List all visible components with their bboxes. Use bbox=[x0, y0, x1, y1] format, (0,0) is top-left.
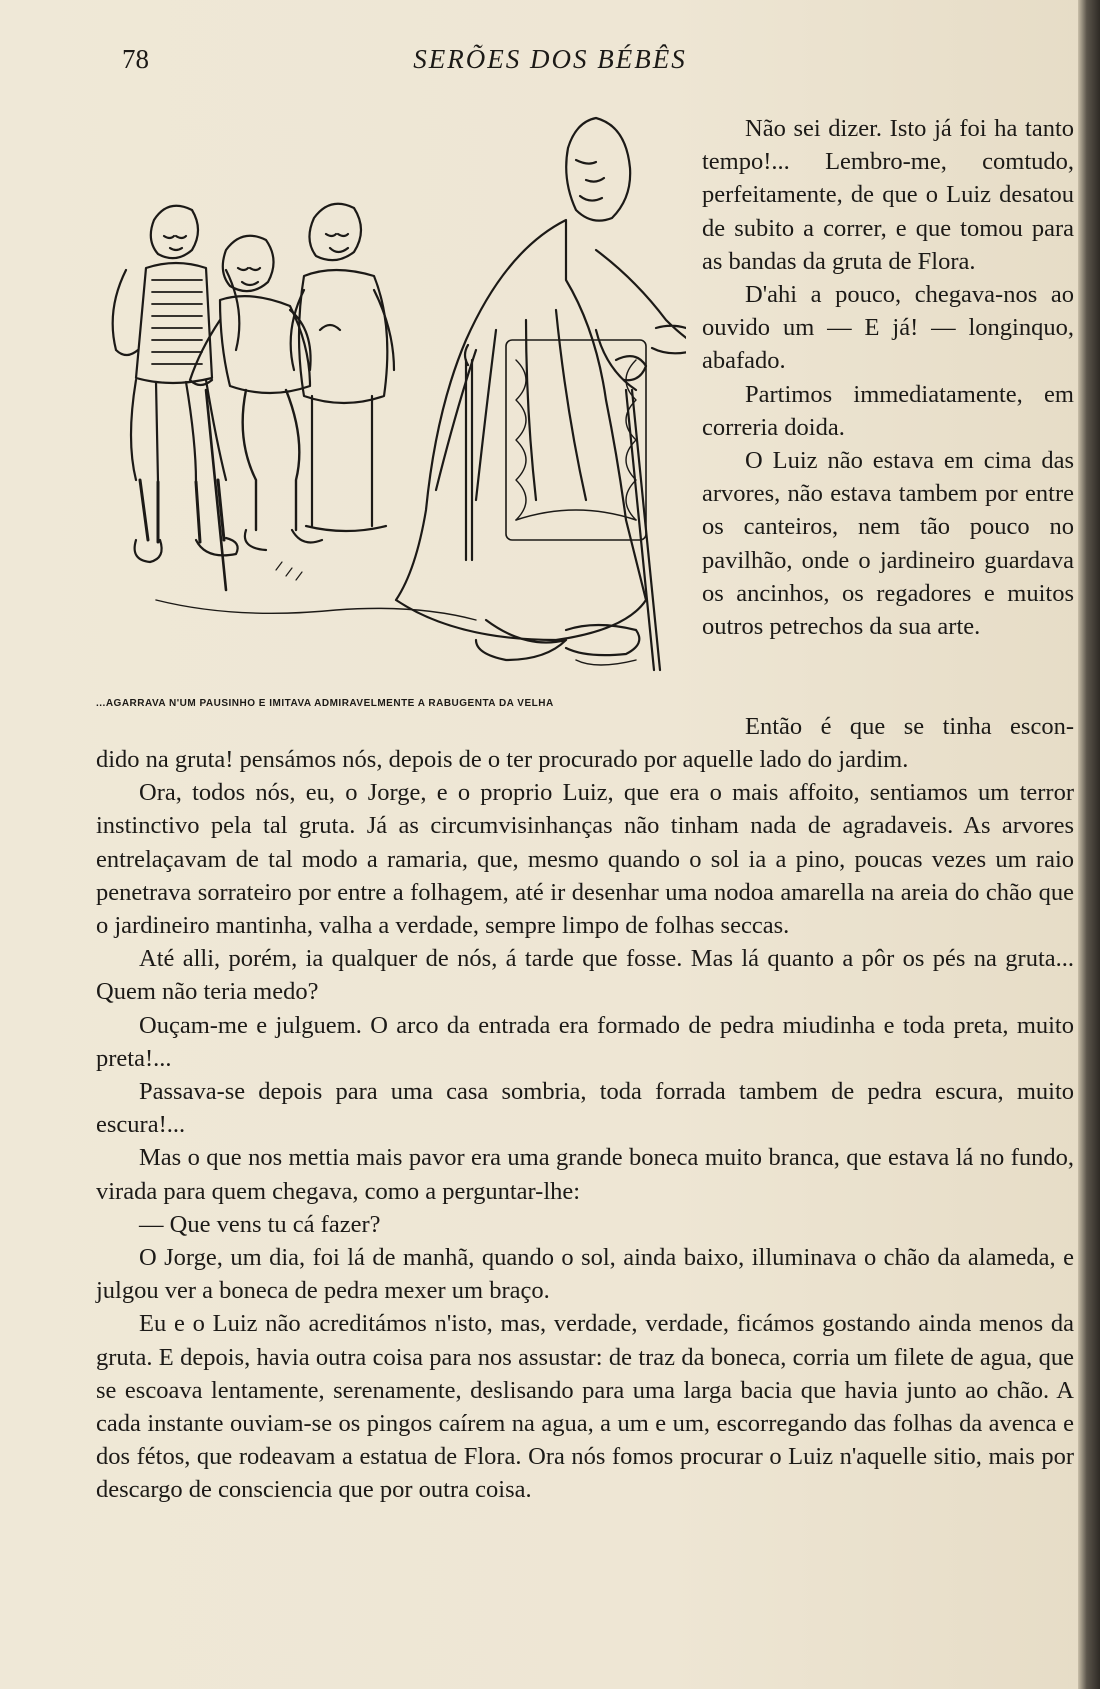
paragraph: Ora, todos nós, eu, o Jorge, e o proprio Luiz, que era o mais affoito, sentiamos um terror instinctivo pela tal gruta. Já as circumvisinhanças não tinham nada de agradaveis. As arvores entrelaçavam de tal modo a ramaria, que, mesmo quando o sol ia a pino, poucas vezes um raio penetrava sorrateiro por entre a folhagem, até ir desenhar uma nodoa amarella na areia do chão que o jardineiro mantinha, valha a verdade, sempre limpo de folhas seccas. bbox=[96, 779, 1074, 940]
page-edge-shadow bbox=[1078, 0, 1100, 1689]
paragraph: Passava-se depois para uma casa sombria, toda forrada tambem de pedra escura, muito escura!... bbox=[96, 1078, 1074, 1139]
paragraph: Mas o que nos mettia mais pavor era uma grande boneca muito branca, que estava lá no fundo, virada para quem chegava, como a perguntar-lhe: bbox=[96, 1144, 1074, 1205]
body-text bbox=[96, 743, 1074, 1507]
boy-striped-shirt bbox=[113, 206, 240, 562]
paragraph: Partimos immediatamente, em correria doida. bbox=[702, 380, 1074, 441]
page-number: 78 bbox=[122, 44, 149, 74]
paragraph: D'ahi a pouco, chegava-nos ao ouvido um — E já! — longinquo, abafado. bbox=[702, 281, 1074, 375]
paragraph: O Luiz não estava em cima das arvores, não estava tambem por entre os canteiros, nem tão pouco no pavilhão, onde o jardineiro guardava os ancinhos, os regadores e muitos outros petrechos da sua arte. bbox=[702, 447, 1074, 641]
paragraph-continuation: dido na gruta! pensámos nós, depois de o ter procurado por aquelle lado do jardim. bbox=[96, 746, 909, 773]
paragraph: Eu e o Luiz não acreditámos n'isto, mas, verdade, verdade, ficámos gostando ainda menos da gruta. E depois, havia outra coisa para nos assustar: de traz da boneca, corria um filete de agua, que se escoava lentamente, serenamente, deslisando para uma larga bacia que havia junto ao chão. A cada instante ouviam-se os pingos caírem na agua, a um e um, escorregando das folhas da avenca e dos fétos, que rodeavam a estatua de Flora. Ora nós fomos procurar o Luiz n'aquelle sitio, mais por descargo de consciencia que por outra coisa. bbox=[96, 1310, 1074, 1504]
paragraph: O Jorge, um dia, foi lá de manhã, quando o sol, ainda baixo, illuminava o chão da alameda, e julgou ver a boneca de pedra mexer um braço. bbox=[96, 1244, 1074, 1305]
paragraph: Até alli, porém, ia qualquer de nós, á tarde que fosse. Mas lá quanto a pôr os pés na gruta... Quem não teria medo? bbox=[96, 945, 1074, 1006]
paragraph: — Que vens tu cá fazer? bbox=[139, 1210, 381, 1238]
engraving-old-woman-and-children bbox=[96, 100, 686, 680]
illustration-caption: ...AGARRAVA N'UM PAUSINHO E IMITAVA ADMIRAVELMENTE A RABUGENTA DA VELHA bbox=[96, 698, 554, 709]
running-head: SERÕES DOS BÉBÊS bbox=[413, 44, 687, 74]
paragraph: Não sei dizer. Isto já foi ha tanto tempo!... Lembro-me, comtudo, perfeitamente, de que o Luiz desatou de subito a correr, e que tomou para as bandas da gruta de Flora. bbox=[702, 115, 1074, 275]
page-header bbox=[0, 44, 1100, 84]
illustration bbox=[96, 100, 686, 680]
side-column-text bbox=[702, 112, 1074, 643]
paragraph-start: Então é que se tinha escon- bbox=[745, 713, 1074, 740]
old-woman-figure bbox=[396, 118, 686, 670]
boy-smiling bbox=[291, 204, 394, 531]
paragraph: Ouçam-me e julguem. O arco da entrada era formado de pedra miudinha e toda preta, muito preta!... bbox=[96, 1011, 1074, 1072]
